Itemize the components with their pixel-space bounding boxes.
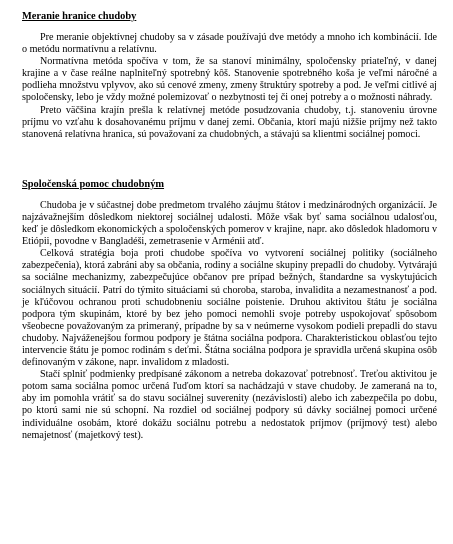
section-poverty-measurement	[22, 10, 437, 141]
paragraph: Celková stratégia boja proti chudobe spočíva vo vytvorení sociálnej politiky (sociálneho zabezpečenia), ktorá zabráni aby sa občania, rodiny a sociálne skupiny prepadli do chudoby. Vytvárajú sa sociálne mechanizmy, zabezpečujúce občanov pre prípad bežných, štandardne sa vyskytujúcich sociálnych situácií. Patrí do týmito situáciami sú choroba, staroba, invalidita a nezamestnanosť a pod. je kľúčovou ochranou proti schudobneniu sociálne poistenie. Druhou aktivitou štátu je sociálna podpora tým skupinám, ktoré by bez jeho pomoci nemohli svoje potreby uspokojovať spôsobom všeobecne považovaným za primeraný, prípadne by sa v neúmerne vysokom podieli prepadli do stavu chudoby. Najváženejšou formou podpory je štátna sociálna podpora. Charakteristickou oblasťou tejto intervencie štátu je pomoc rodinám s deťmi. Štátna sociálna podpora je spravidla určená skupina osôb definovaným v zákone, napr. invalidom z mladosti.	[22, 248, 437, 369]
paragraph: Pre meranie objektívnej chudoby sa v zásade používajú dve metódy a mnoho ich kombinácií. Ide o metódu normatívnu a relatívnu.	[22, 32, 437, 56]
section-body	[22, 32, 437, 141]
paragraph: Normatívna metóda spočíva v tom, že sa stanoví minimálny, spoločensky priateľný, v danej krajine a v čase reálne naplniteľný spotrebný kôš. Stanovenie spotrebného koša je veľmi náročné a podlieha množstvu vplyvov, ako sú cenové zmeny, zmeny štruktúry spotreby a pod. Je veľmi citlivé aj spoločensky, lebo je vždy možné polemizovať o nezbytnosti tej či onej potreby a o možnosti náhrady.	[22, 56, 437, 104]
section-social-assistance	[22, 178, 437, 442]
paragraph: Chudoba je v súčastnej dobe predmetom trvalého záujmu štátov i medzinárodných organizácií. Je najzávažnejším dôsledkom niektorej sociálnej udalosti. Môže však byť sama sociálnou udalosťou, keď je dôsledkom ekonomických a spoločenských pomerov v krajine, napr. ako dôsledok hladomoru v Etiópii, povodne v Bangladéši, zemetrasenie v Arménii atď.	[22, 199, 437, 248]
section-heading: Spoločenská pomoc chudobným	[22, 178, 165, 190]
section-heading: Meranie hranice chudoby	[22, 11, 137, 22]
section-body	[22, 200, 437, 442]
paragraph: Stačí splniť podmienky predpísané zákonom a netreba dokazovať potrebnosť. Treťou aktivitou je potom sama sociálna pomoc určená ľuďom ktorí sa nachádzajú v stave chudoby. Je zameraná na to, aby im pomohla vrátiť sa do stavu sociálnej suverenity (nezávislosti) alebo ich zabezpečila po dobu, po ktorú sami nie sú schopní. Na rozdiel od sociálnej podpory sú dávky sociálnej pomoci určené individuálne osobám, ktoré dokážu sociálnu potrebu a nedostatok príjmov (príjmový test) alebo nemajetnosť (majetkový test).	[22, 369, 437, 441]
paragraph: Preto väčšina krajín prešla k relatívnej metóde posudzovania chudoby, t.j. stanoveniu úrovne príjmu vo vzťahu k dosahovanému príjmu v danej zemi. Občania, ktorí majú nižšie príjmy než takto stanovená relatívna hranica, sú považovaní za chudobných, a stávajú sa klientmi sociálnej pomoci.	[22, 104, 437, 140]
